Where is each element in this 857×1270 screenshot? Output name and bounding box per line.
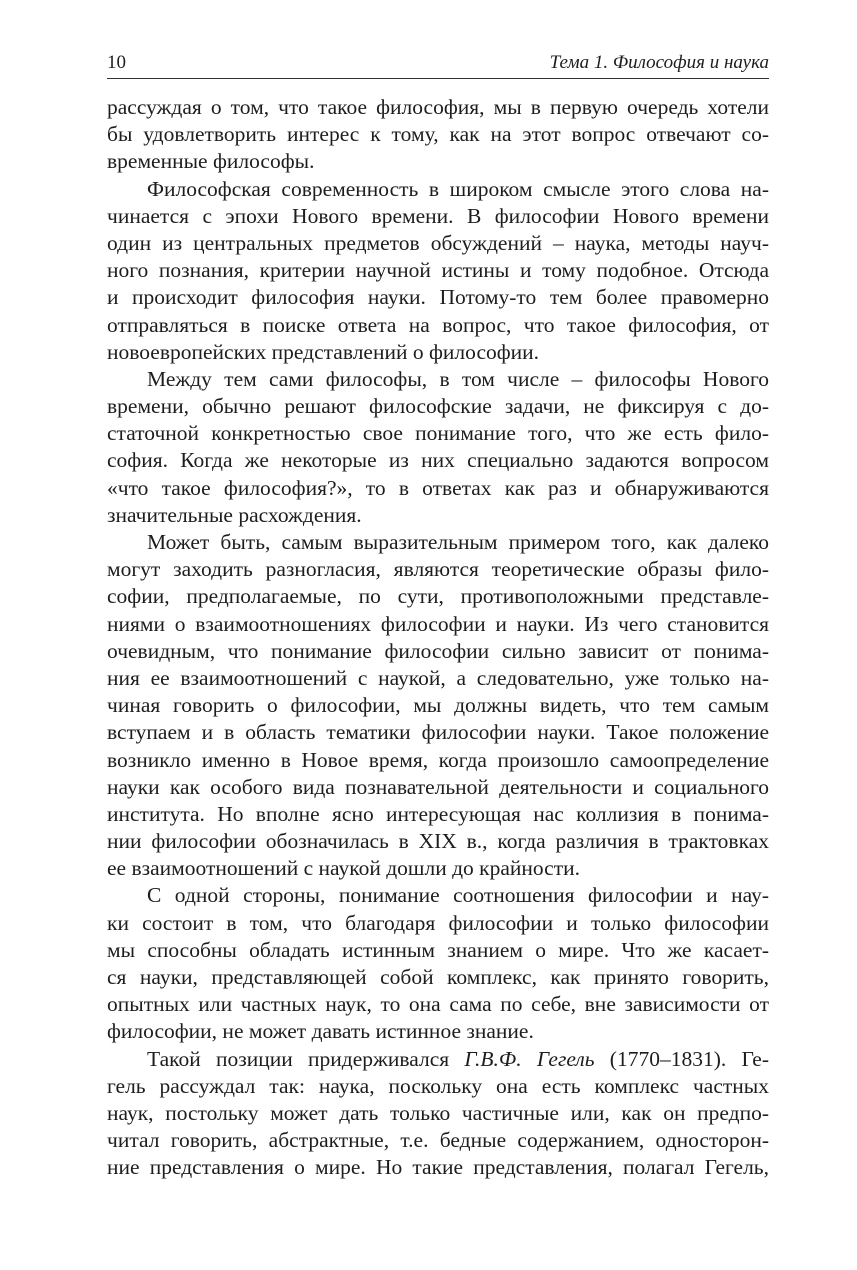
text-fragment: Такой позиции придерживался — [147, 1046, 465, 1071]
text-line: бы удовлетворить интерес к тому, как на этот вопрос отвечают со- — [107, 122, 769, 147]
text-line: читал говорить, абстрактные, т.е. бедные содержанием, односторон- — [107, 1128, 769, 1153]
running-title: Тема 1. Философия и наука — [549, 52, 769, 73]
body-text — [107, 94, 769, 1182]
text-line: чиная говорить о философии, мы должны видеть, что тем самым — [107, 693, 769, 718]
text-line: Философская современность в широком смысле этого слова на- — [147, 176, 769, 201]
running-header — [107, 50, 769, 79]
text-line: ного познания, критерии научной истины и тому подобное. Отсюда — [107, 258, 769, 283]
text-line — [107, 1046, 769, 1073]
text-line: новоевропейских представлений о философии. — [107, 339, 540, 364]
paragraph — [107, 1046, 769, 1182]
philosopher-name: Г.В.Ф. Гегель — [464, 1046, 595, 1071]
text-line: «что такое философия?», то в ответах как раз и обнаруживаются — [107, 475, 769, 500]
text-line: могут заходить разногласия, являются теоретические образы фило- — [107, 557, 769, 582]
text-line: вступаем и в область тематики философии науки. Такое положение — [107, 720, 769, 745]
text-line: возникло именно в Новое время, когда произошло самоопределение — [107, 747, 769, 772]
text-line: опытных или частных наук, то она сама по себе, вне зависимости от — [107, 992, 769, 1017]
text-line: софия. Когда же некоторые из них специально задаются вопросом — [107, 448, 769, 473]
text-line: ния ее взаимоотношений с наукой, а следовательно, уже только на- — [107, 665, 769, 690]
text-line: софии, предполагаемые, по сути, противоположными представле- — [107, 584, 769, 609]
text-line: науки как особого вида познавательной деятельности и социального — [107, 774, 769, 799]
text-line: ние представления о мире. Но такие представления, полагал Гегель, — [107, 1155, 769, 1180]
text-line: и происходит философия науки. Потому-то тем более правомерно — [107, 285, 769, 310]
text-line: очевидным, что понимание философии сильно зависит от понима- — [107, 638, 769, 663]
paragraph — [107, 94, 769, 176]
text-line: ся науки, представляющей собой комплекс, как принято говорить, — [107, 965, 769, 989]
paragraph — [107, 529, 769, 882]
paragraph — [107, 882, 769, 1045]
paragraph — [107, 176, 769, 366]
text-line: статочной конкретностью свое понимание того, что же есть фило- — [107, 421, 769, 446]
text-line: времени, обычно решают философские задачи, не фиксируя с до- — [107, 394, 769, 419]
text-line: нии философии обозначилась в XIX в., когда различия в трактовках — [107, 829, 769, 854]
text-line: наук, постольку может дать только частичные или, как он предпо- — [107, 1100, 769, 1125]
paragraph — [107, 366, 769, 529]
text-line: рассуждая о том, что такое философия, мы в первую очередь хотели — [107, 95, 769, 119]
text-line: ее взаимоотношений с наукой дошли до крайности. — [107, 856, 580, 881]
text-line: гель рассуждал так: наука, поскольку она есть комплекс частных — [107, 1073, 769, 1098]
page-number: 10 — [107, 52, 126, 73]
text-line: ки состоит в том, что благодаря философии и только философии — [107, 910, 769, 935]
text-line: С одной стороны, понимание соотношения философии и нау- — [147, 883, 769, 908]
text-line: института. Но вполне ясно интересующая нас коллизия в понима- — [107, 801, 769, 826]
text-line: значительные расхождения. — [107, 502, 362, 527]
text-line: отправляться в поиске ответа на вопрос, что такое философия, от — [107, 312, 769, 337]
text-line: временные философы. — [107, 149, 315, 174]
text-line: мы способны обладать истинным знанием о мире. Что же касает- — [107, 937, 769, 962]
text-line: Между тем сами философы, в том числе – философы Нового — [147, 366, 769, 391]
text-line: чинается с эпохи Нового времени. В философии Нового времени — [107, 203, 769, 228]
text-line: Может быть, самым выразительным примером того, как далеко — [147, 530, 769, 554]
text-line: ниями о взаимоотношениях философии и науки. Из чего становится — [107, 611, 769, 636]
text-fragment: (1770–1831). Ге- — [594, 1046, 769, 1071]
text-line: один из центральных предметов обсуждений – наука, методы науч- — [107, 230, 769, 255]
text-line: философии, не может давать истинное знание. — [107, 1019, 534, 1044]
